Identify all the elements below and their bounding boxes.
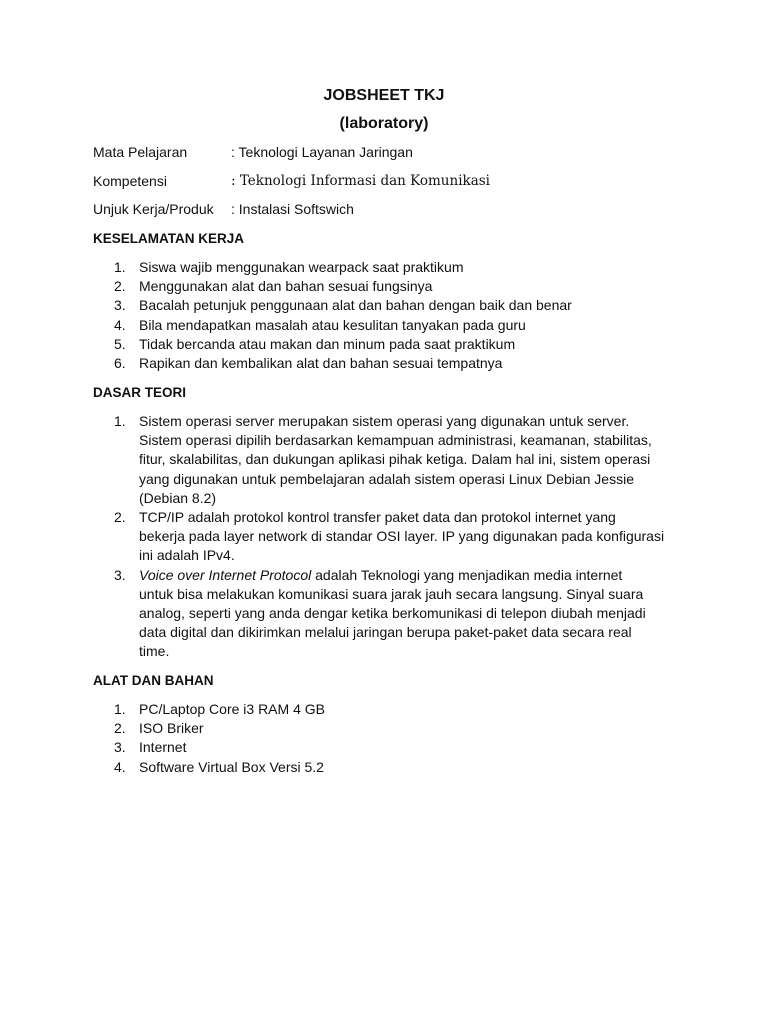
keselamatan-list xyxy=(93,258,683,373)
list-number: 3. xyxy=(114,566,126,583)
list-line: analog, seperti yang anda dengar ketika berkomunikasi di telepon diubah menjadi xyxy=(139,605,646,622)
list-line: untuk bisa melakukan komunikasi suara jarak jauh secara langsung. Sinyal suara xyxy=(139,585,644,602)
section-heading-alat-bahan: ALAT DAN BAHAN xyxy=(93,673,214,688)
list-line xyxy=(139,566,683,585)
list-line: data digital dan dikirimkan melalui jaringan berupa paket-paket data secara real xyxy=(139,624,632,641)
list-number: 2. xyxy=(114,509,126,526)
list-number: 1. xyxy=(114,413,126,429)
list-number: 3. xyxy=(114,297,126,314)
list-item xyxy=(93,508,683,566)
list-number: 4. xyxy=(114,316,126,333)
list-line: Sistem operasi server merupakan sistem operasi yang digunakan untuk server. xyxy=(139,413,630,429)
list-item xyxy=(93,296,683,315)
list-item xyxy=(93,277,683,296)
list-text: ISO Briker xyxy=(139,720,204,737)
list-text: Bacalah petunjuk penggunaan alat dan bahan dengan baik dan benar xyxy=(139,297,572,314)
list-line: yang digunakan untuk pembelajaran adalah sistem operasi Linux Debian Jessie xyxy=(139,470,634,487)
section-heading-dasar-teori: DASAR TEORI xyxy=(93,385,187,400)
meta-label: Kompetensi xyxy=(93,173,167,189)
list-text: Software Virtual Box Versi 5.2 xyxy=(139,758,324,775)
list-text: Tidak bercanda atau makan dan minum pada saat praktikum xyxy=(139,335,516,352)
list-number: 5. xyxy=(114,335,126,352)
list-number: 4. xyxy=(114,758,126,775)
list-line: ini adalah IPv4. xyxy=(139,547,235,564)
list-item xyxy=(93,738,683,757)
list-item xyxy=(93,700,683,719)
list-item xyxy=(93,719,683,738)
list-line-rest: adalah Teknologi yang menjadikan media internet xyxy=(311,566,623,583)
meta-value: : Teknologi Layanan Jaringan xyxy=(231,144,413,160)
section-heading-keselamatan: KESELAMATAN KERJA xyxy=(93,231,245,246)
list-item xyxy=(93,335,683,354)
list-line: Sistem operasi dipilih berdasarkan kemampuan administrasi, keamanan, stabilitas, xyxy=(139,432,652,449)
alat-bahan-list xyxy=(93,700,683,777)
meta-label: Unjuk Kerja/Produk xyxy=(93,201,214,217)
list-line: fitur, skalabilitas, dan dukungan aplikasi pihak ketiga. Dalam hal ini, sistem operasi xyxy=(139,451,651,468)
list-item xyxy=(93,354,683,373)
list-number: 1. xyxy=(114,701,126,717)
list-number: 3. xyxy=(114,739,126,756)
list-text: Bila mendapatkan masalah atau kesulitan tanyakan pada guru xyxy=(139,316,526,333)
list-line: TCP/IP adalah protokol kontrol transfer paket data dan protokol internet yang xyxy=(139,509,616,526)
list-number: 2. xyxy=(114,278,126,295)
document-subtitle: (laboratory) xyxy=(339,115,429,132)
list-item xyxy=(93,566,683,662)
list-item xyxy=(93,758,683,777)
list-number: 6. xyxy=(114,355,126,372)
list-text: Rapikan dan kembalikan alat dan bahan sesuai tempatnya xyxy=(139,355,503,372)
list-text: PC/Laptop Core i3 RAM 4 GB xyxy=(139,701,325,717)
meta-value: : Teknologi Informasi dan Komunikasi xyxy=(231,173,490,189)
list-item xyxy=(93,412,683,508)
meta-value: : Instalasi Softswich xyxy=(231,201,354,217)
list-item xyxy=(93,316,683,335)
document-title: JOBSHEET TKJ xyxy=(323,87,445,104)
list-item xyxy=(93,258,683,277)
emphasis-term: Voice over Internet Protocol xyxy=(139,566,312,583)
list-line: bekerja pada layer network di standar OSI layer. IP yang digunakan pada konfigurasi xyxy=(139,528,665,545)
list-line: (Debian 8.2) xyxy=(139,489,217,506)
list-text: Internet xyxy=(139,739,187,756)
list-line: time. xyxy=(139,643,170,660)
list-text: Siswa wajib menggunakan wearpack saat praktikum xyxy=(139,259,464,275)
list-text: Menggunakan alat dan bahan sesuai fungsinya xyxy=(139,278,433,295)
list-number: 1. xyxy=(114,259,126,275)
dasar-teori-list xyxy=(93,412,683,662)
meta-label: Mata Pelajaran xyxy=(93,144,188,160)
list-number: 2. xyxy=(114,720,126,737)
